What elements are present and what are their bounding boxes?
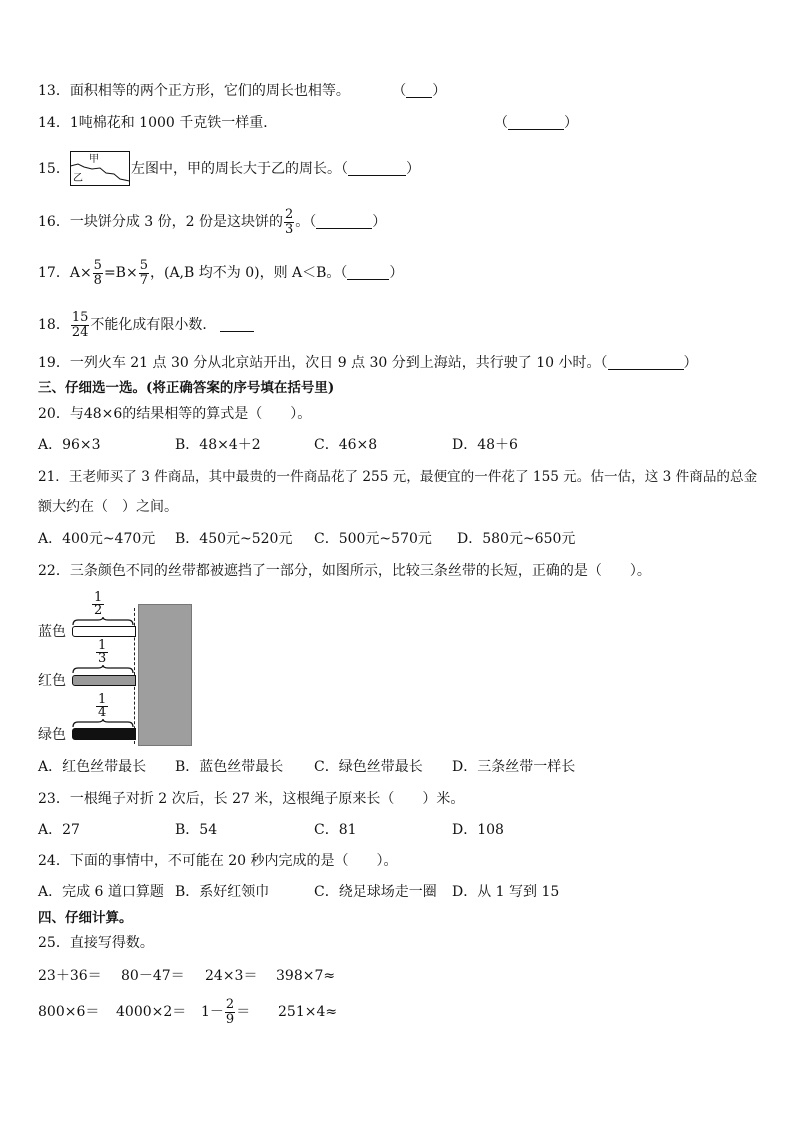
option-b[interactable]: B．450元~520元 [175, 531, 293, 547]
green-ribbon [72, 728, 136, 740]
ribbon-label: 蓝色 [38, 624, 66, 640]
question-22: 22．三条颜色不同的丝带都被遮挡了一部分，如图所示，比较三条丝带的长短，正确的是（ ）。 [38, 563, 651, 579]
question-15: 左图中，甲的周长大于乙的周长。（ ） [131, 161, 420, 177]
question-21-line2: 额大约在（ ）之间。 [38, 499, 178, 515]
option-d[interactable]: D．三条丝带一样长 [452, 759, 576, 775]
option-a[interactable]: A．400元~470元 [38, 531, 156, 547]
question-13: 13．面积相等的两个正方形，它们的周长也相等。 （ ） [38, 83, 447, 99]
red-ribbon [72, 675, 136, 686]
option-c[interactable]: C．500元~570元 [314, 531, 432, 547]
ribbon-brace [72, 617, 134, 626]
option-a[interactable]: A．完成 6 道口算题 [38, 884, 164, 900]
option-d[interactable]: D．580元~650元 [457, 531, 576, 547]
ribbon-fraction: 1 4 [98, 692, 107, 720]
question-21: 21．王老师买了 3 件商品，其中最贵的一件商品花了 255 元，最便宜的一件花了 155 元。估一估，这 3 件商品的总金 [38, 469, 758, 485]
calc-item: 398×7≈ [276, 968, 336, 984]
fraction-five-eighths: $\frac{5}{8}$ [93, 257, 102, 288]
question-25: 25．直接写得数。 [38, 935, 154, 951]
cover-block [138, 604, 192, 746]
question-16: 16．一块饼分成 3 份，2 份是这块饼的 $\frac{2}{3}$ 。（ ） [38, 206, 387, 237]
answer-blank[interactable] [316, 214, 372, 229]
answer-blank[interactable] [220, 317, 254, 332]
option-b[interactable]: B．系好红领巾 [175, 884, 270, 900]
section-3-heading: 三、仔细选一选。(将正确答案的序号填在括号里) [38, 380, 335, 396]
option-c[interactable]: C．81 [314, 822, 357, 838]
question-14: 14．1吨棉花和 1000 千克铁一样重． [38, 115, 278, 131]
region-jia-label: 甲 [89, 154, 99, 165]
option-b[interactable]: B．蓝色丝带最长 [175, 759, 284, 775]
question-15-number: 15． [38, 161, 70, 177]
ribbon-label: 红色 [38, 673, 66, 689]
ribbon-brace [72, 719, 134, 728]
answer-blank[interactable] [348, 161, 406, 176]
ribbon-fraction: 1 3 [98, 638, 107, 666]
question-24: 24．下面的事情中，不可能在 20 秒内完成的是（ ）。 [38, 853, 398, 869]
question-19: 19．一列火车 21 点 30 分从北京站开出，次日 9 点 30 分到上海站，共行驶了 10 小时。（ ） [38, 355, 698, 371]
ribbon-brace [72, 665, 134, 674]
option-c[interactable]: C．绕足球场走一圈 [314, 884, 437, 900]
option-d[interactable]: D．从 1 写到 15 [452, 884, 560, 900]
option-c[interactable]: C．绿色丝带最长 [314, 759, 423, 775]
fraction-fifteen-twentyfourths: $\frac{15}{24}$ [71, 309, 89, 340]
section-4-heading: 四、仔细计算。 [38, 910, 133, 926]
calc-item: 251×4≈ [278, 1004, 338, 1020]
fraction-two-ninths: $\frac{2}{9}$ [225, 996, 235, 1027]
ribbon-figure [0, 590, 200, 750]
calc-item: 23＋36＝ [38, 968, 102, 984]
region-yi-label: 乙 [73, 173, 83, 184]
question-14-answer: （ ） [494, 115, 578, 131]
calc-item-fraction: 1－ $\frac{2}{9}$ ＝ [201, 996, 251, 1027]
question-18: 18． $\frac{15}{24}$ 不能化成有限小数． [38, 306, 254, 344]
option-b[interactable]: B．48×4＋2 [175, 437, 261, 453]
calc-item: 4000×2＝ [116, 1004, 187, 1020]
perimeter-figure [70, 151, 130, 187]
option-d[interactable]: D．108 [452, 822, 504, 838]
option-c[interactable]: C．46×8 [314, 437, 378, 453]
calc-item: 800×6＝ [38, 1004, 100, 1020]
option-a[interactable]: A．27 [38, 822, 80, 838]
fraction-two-thirds: $\frac{2}{3}$ [285, 206, 294, 237]
question-17: 17．A× $\frac{5}{8}$ =B× $\frac{5}{7}$ ，(A,B 均不为 0)，则 A＜B。（ ） [38, 257, 404, 288]
option-a[interactable]: A．96×3 [38, 437, 101, 453]
option-d[interactable]: D．48＋6 [452, 437, 518, 453]
answer-blank[interactable] [406, 83, 432, 98]
answer-blank[interactable] [508, 115, 564, 130]
blue-ribbon [72, 626, 136, 637]
question-20: 20．与48×6的结果相等的算式是（ ）。 [38, 406, 312, 422]
question-23: 23．一根绳子对折 2 次后，长 27 米，这根绳子原来长（ ）米。 [38, 791, 465, 807]
fraction-five-sevenths: $\frac{5}{7}$ [139, 257, 148, 288]
calc-item: 24×3＝ [205, 968, 258, 984]
answer-blank[interactable] [347, 265, 389, 280]
option-b[interactable]: B．54 [175, 822, 218, 838]
ribbon-fraction: 1 2 [94, 590, 103, 618]
ribbon-label: 绿色 [38, 727, 66, 743]
calc-item: 80－47＝ [121, 968, 185, 984]
answer-blank[interactable] [608, 355, 684, 370]
option-a[interactable]: A．红色丝带最长 [38, 759, 147, 775]
